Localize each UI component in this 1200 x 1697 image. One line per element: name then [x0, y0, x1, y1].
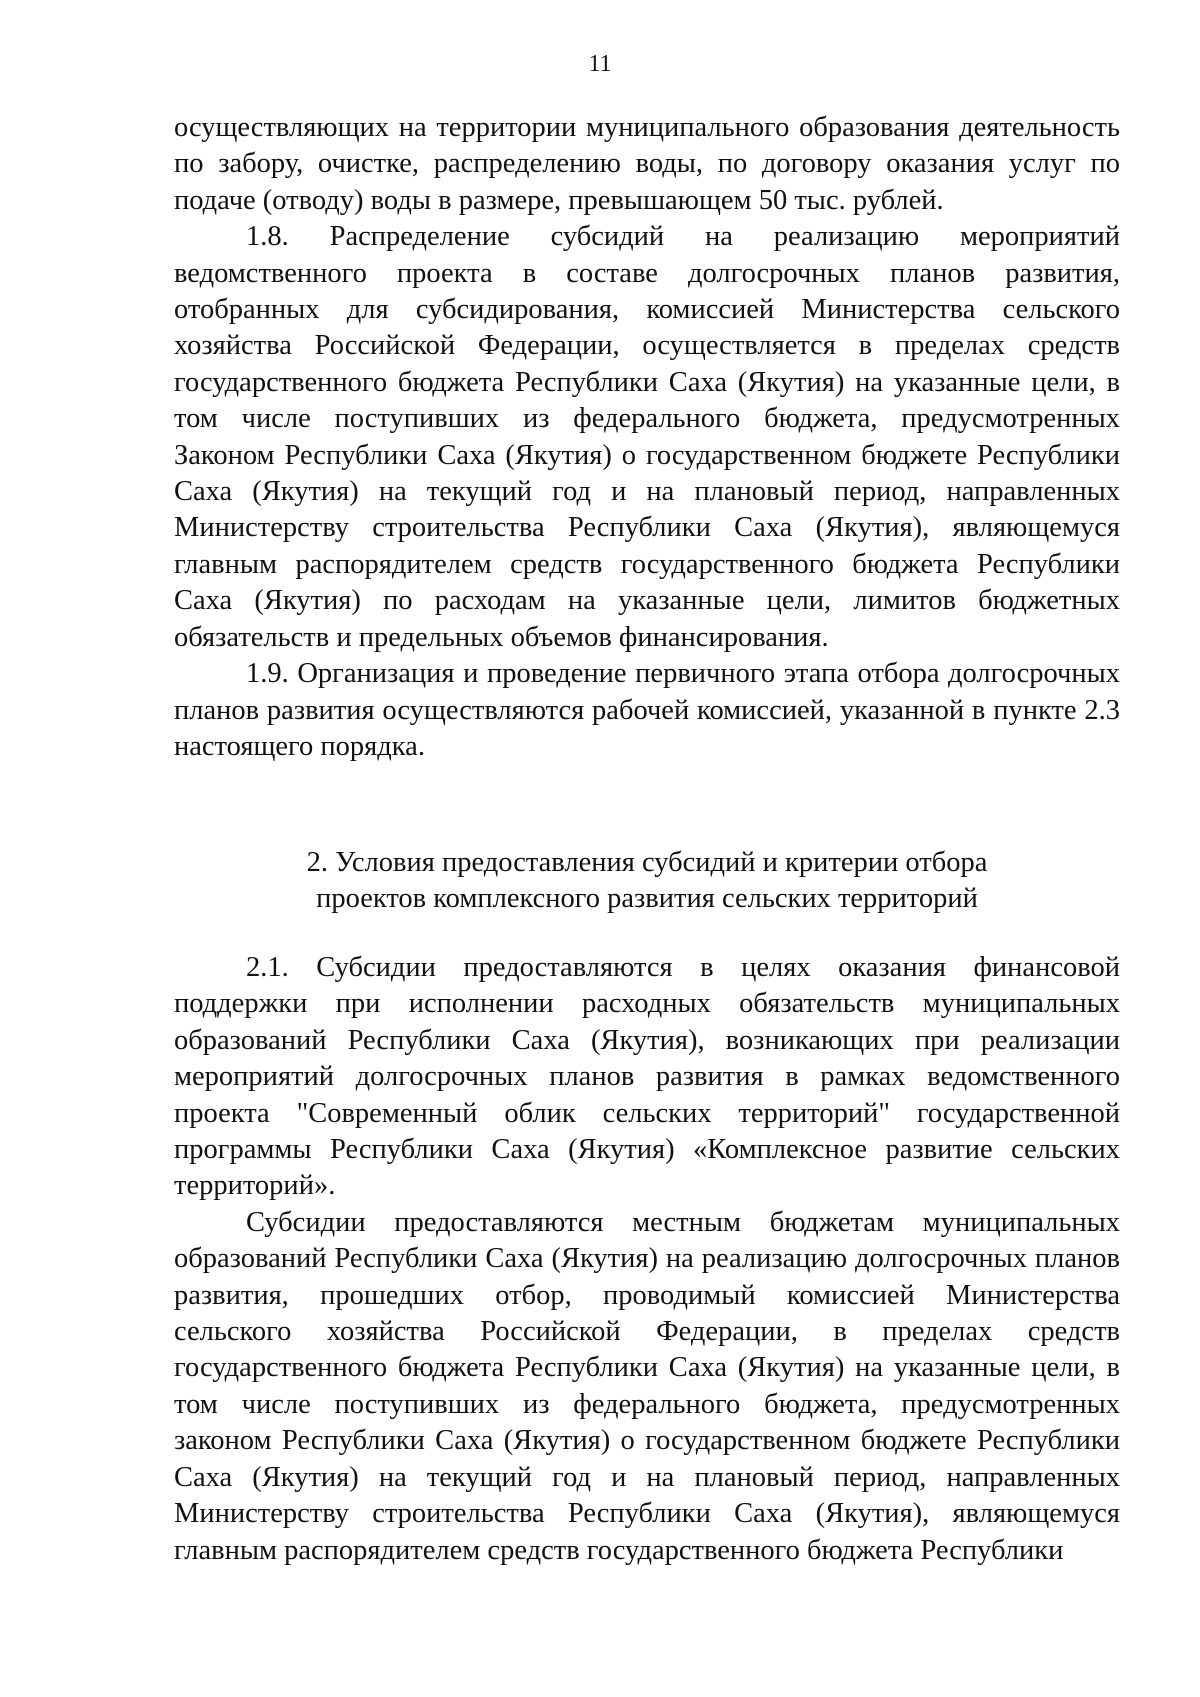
section-heading-line-2: проектов комплексного развития сельских территорий: [316, 883, 978, 915]
section-heading: [174, 845, 1120, 918]
page-number: 11: [588, 51, 612, 77]
section1-text: [174, 110, 1120, 765]
paragraph-1-8: 1.8. Распределение субсидий на реализацию мероприятий ведомственного проекта в составе долгосрочных планов развития, отобранных для субсидирования, комиссией Министерства сельского хозяйства Российской Федерации, осуществляется в пределах средств государственного бюджета Республики Саха (Якутия) на указанные цели, в том числе поступивших из федерального бюджета, предусмотренных Законом Республики Саха (Якутия) о государственном бюджете Республики Саха (Якутия) на текущий год и на плановый период, направленных Министерству строительства Республики Саха (Якутия), являющемуся главным распорядителем средств государственного бюджета Республики Саха (Якутия) по расходам на указанные цели, лимитов бюджетных обязательств и предельных объемов финансирования.: [174, 221, 1120, 653]
section2-text: [174, 950, 1120, 1569]
paragraph-2-1: 2.1. Субсидии предоставляются в целях оказания финансовой поддержки при исполнении расходных обязательств муниципальных образований Республики Саха (Якутия), возникающих при реализации мероприятий долгосрочных планов развития в рамках ведомственного проекта "Современный облик сельских территорий" государственной программы Республики Саха (Якутия) «Комплексное развитие сельских территорий».: [174, 952, 1120, 1202]
paragraph-subsidies: Субсидии предоставляются местным бюджетам муниципальных образований Республики Саха (Якутия) на реализацию долгосрочных планов развития, прошедших отбор, проводимый комиссией Министерства сельского хозяйства Российской Федерации, в пределах средств государственного бюджета Республики Саха (Якутия) на указанные цели, в том числе поступивших из федерального бюджета, предусмотренных законом Республики Саха (Якутия) о государственном бюджете Республики Саха (Якутия) на текущий год и на плановый период, направленных Министерству строительства Республики Саха (Якутия), являющемуся главным распорядителем средств государственного бюджета Республики: [174, 1206, 1120, 1566]
section-heading-line-1: 2. Условия предоставления субсидий и критерии отбора: [306, 847, 988, 878]
paragraph-continuation: осуществляющих на территории муниципального образования деятельность по забору, очистке, распределению воды, по договору оказания услуг по подаче (отводу) воды в размере, превышающем 50 тыс. рублей.: [174, 112, 1120, 216]
paragraph-1-9: 1.9. Организация и проведение первичного этапа отбора долгосрочных планов развития осуществляются рабочей комиссией, указанной в пункте 2.3 настоящего порядка.: [174, 658, 1120, 762]
